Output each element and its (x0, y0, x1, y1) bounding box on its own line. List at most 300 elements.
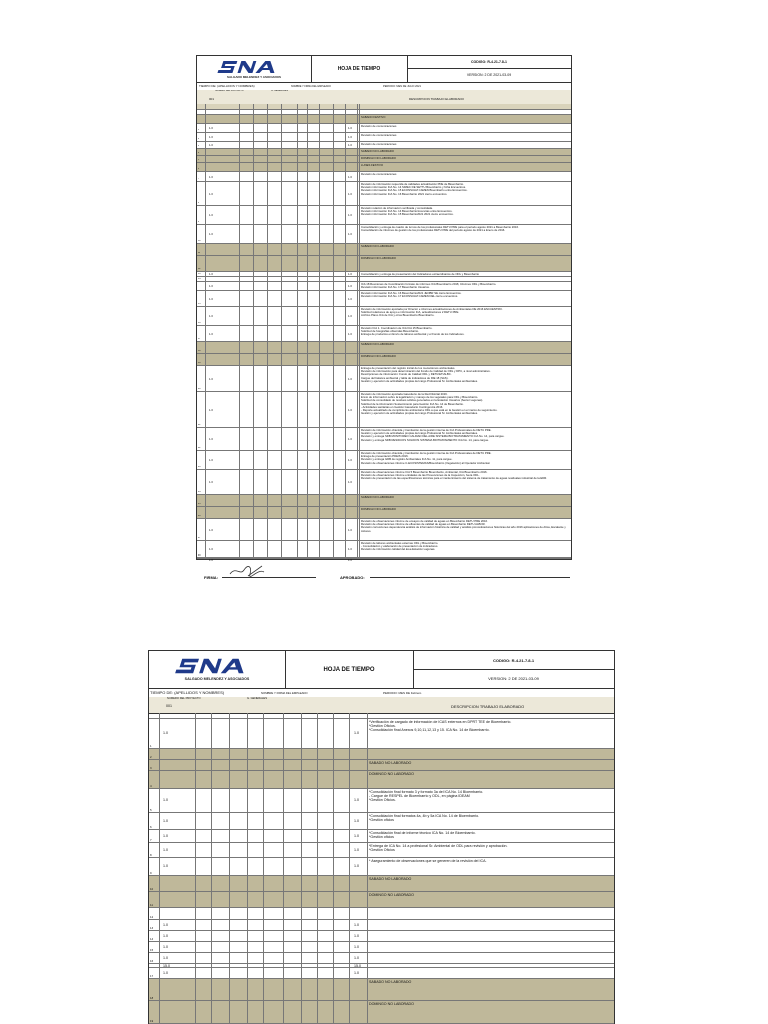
timesheet-rows (197, 104, 571, 562)
column-divider (297, 110, 298, 114)
column-divider (307, 291, 308, 306)
column-divider (345, 149, 346, 155)
total-hours: 1.0 (354, 933, 359, 938)
column-divider (349, 789, 350, 812)
column-divider (307, 541, 308, 557)
column-divider (333, 771, 334, 788)
column-divider (195, 1001, 196, 1023)
table-row (197, 307, 571, 326)
column-divider (357, 110, 358, 114)
column-divider (319, 104, 320, 109)
column-divider (205, 110, 206, 114)
column-divider (307, 110, 308, 114)
column-divider (283, 858, 284, 875)
column-divider (367, 789, 368, 812)
total-hours: 1.0 (348, 213, 352, 218)
day-number: 9 (150, 871, 152, 876)
column-divider (317, 771, 318, 788)
column-divider (195, 931, 196, 941)
column-divider (205, 366, 206, 391)
day-number: 18 (198, 350, 201, 353)
column-divider (283, 979, 284, 1000)
column-divider (349, 1001, 350, 1023)
column-divider (239, 124, 240, 132)
column-divider (319, 495, 320, 506)
project-hours: 1.0 (209, 135, 213, 140)
column-divider (349, 920, 350, 930)
work-description: Entrega de presentación del registro inicial de los mecanismos ambientales. Revisión de información para determinación del Fondo de Calidad de ODL y DPC, a nivel administrativo. Descripciones de información: Fondo de Calidad ODL y DETU/ETIALBC. Cargue del balance ambiental y tabla de indicadores de IDE 18 (SAS). Gestión y ejecución de actividades propias del cargo Profesional Sr. Ambientales ambientales. (361, 367, 491, 383)
table-row (197, 206, 571, 225)
column-divider (333, 843, 334, 857)
column-divider (345, 307, 346, 325)
work-description: *Consolidación final formatos 4a, 4b y 5a ICA No. 14 de Bioembarrio. *Gestión oficios (369, 814, 480, 823)
table-row (197, 541, 571, 558)
column-divider (263, 931, 264, 941)
column-divider (253, 244, 254, 255)
column-divider (319, 225, 320, 243)
column-divider (319, 149, 320, 155)
column-divider (307, 272, 308, 276)
column-divider (307, 133, 308, 141)
column-divider (345, 244, 346, 255)
column-divider (333, 876, 334, 891)
work-description: DOMINGO NO LABORADO (369, 772, 414, 776)
total-hours: 1.0 (348, 527, 352, 532)
column-divider (297, 354, 298, 365)
column-divider (333, 282, 334, 290)
column-divider (333, 1001, 334, 1023)
column-divider (283, 719, 284, 748)
work-description: Revisión de labores ambientales externas ODL y Bioembarrio. - Consolidación y elaboración de presentación de indicadores. Revisión de información calidad del área Estación Lagunas. (361, 542, 439, 552)
column-divider (317, 760, 318, 770)
day-number: 10 (198, 240, 201, 243)
column-divider (263, 892, 264, 907)
column-divider (263, 942, 264, 952)
column-divider (205, 307, 206, 325)
column-divider (267, 507, 268, 518)
column-divider (297, 244, 298, 255)
column-divider (317, 920, 318, 930)
column-divider (307, 182, 308, 205)
day-number: 29 (198, 555, 201, 558)
column-divider (205, 206, 206, 224)
day-number: 5 (150, 808, 152, 813)
column-divider (357, 124, 358, 132)
column-divider (333, 920, 334, 930)
column-divider (319, 291, 320, 306)
column-divider (267, 124, 268, 132)
column-divider (307, 366, 308, 391)
column-divider (333, 149, 334, 155)
column-divider (211, 749, 212, 759)
column-divider (359, 326, 360, 341)
column-divider (333, 892, 334, 907)
column-divider (359, 272, 360, 276)
total-hours: 1.0 (348, 480, 352, 485)
column-divider (317, 858, 318, 875)
column-divider (357, 244, 358, 255)
column-divider (307, 156, 308, 162)
column-divider (267, 495, 268, 506)
column-divider (283, 876, 284, 891)
column-divider (319, 256, 320, 271)
column-divider (267, 163, 268, 171)
column-divider (297, 156, 298, 162)
column-divider (345, 206, 346, 224)
column-divider (263, 771, 264, 788)
column-divider (307, 392, 308, 427)
column-divider (211, 771, 212, 788)
table-row (197, 172, 571, 182)
column-divider (345, 277, 346, 281)
column-divider (297, 470, 298, 494)
column-divider (319, 172, 320, 181)
column-divider (205, 342, 206, 353)
column-divider (247, 953, 248, 963)
day-number: 5 (198, 159, 200, 162)
column-divider (367, 760, 368, 770)
work-description: Consolidación y entrega de cuadro de turnos de los profesionales DETU PRE para el periodo agosto 2021 a Bioembarrio 2016. Consolidación de informes de gestión de los profesionales DETU PRE del periodo agosto de 2021 a Enero de 2016. (361, 226, 519, 233)
column-divider (239, 163, 240, 171)
column-divider (345, 172, 346, 181)
column-divider (195, 942, 196, 952)
column-divider (319, 354, 320, 365)
column-divider (205, 470, 206, 494)
column-divider (345, 282, 346, 290)
column-divider (263, 979, 264, 1000)
column-divider (357, 495, 358, 506)
work-description: *Entrega de ICA No. 14 a profesional Sr. Ambiental de ODL para revisión y aprobación. *Gestión Oficios (369, 844, 508, 853)
column-divider (345, 342, 346, 353)
column-divider (357, 115, 358, 123)
column-divider (211, 892, 212, 907)
column-divider (263, 719, 264, 748)
column-divider (297, 277, 298, 281)
column-divider (229, 830, 230, 842)
column-divider (229, 953, 230, 963)
column-divider (297, 307, 298, 325)
column-divider (345, 519, 346, 540)
column-divider (159, 1001, 160, 1023)
column-divider (195, 979, 196, 1000)
column-divider (319, 392, 320, 427)
column-divider (297, 342, 298, 353)
description-header: DESCRIPCION TRABAJO ELABORADO (451, 704, 525, 709)
work-description: LUNES FESTIVO (361, 164, 384, 167)
work-description: DOMINGO NO LABORADO (361, 257, 396, 260)
column-divider (317, 942, 318, 952)
table-row (149, 920, 614, 931)
column-divider (195, 719, 196, 748)
total-hours: 1.0 (354, 818, 359, 823)
column-divider (333, 225, 334, 243)
column-divider (159, 931, 160, 941)
column-divider (333, 104, 334, 109)
column-divider (211, 1001, 212, 1023)
column-divider (297, 172, 298, 181)
day-number: 7 (198, 178, 200, 181)
column-divider (281, 428, 282, 450)
column-divider (319, 163, 320, 171)
column-divider (301, 1001, 302, 1023)
column-divider (359, 519, 360, 540)
column-divider (297, 115, 298, 123)
column-divider (239, 133, 240, 141)
table-row (197, 133, 571, 142)
column-divider (247, 713, 248, 718)
work-description: *Verificación de cargado de información de ICAS externos en DPRT TEE de Bioembarrio. *Gestión Oficios. *Consolidación final Anexos 9,10,11,12,13 y 15. ICA No. 14 de Bioembarrio. (369, 720, 512, 733)
column-divider (159, 789, 160, 812)
column-divider (239, 172, 240, 181)
column-divider (195, 713, 196, 718)
column-divider (333, 256, 334, 271)
work-description: Revisión de observaciones informe de ensayos de calidad de aguas en Bioembarrio DETU PRE 2016. Revisión de observaciones informe de efluentes de calidad de aguas en Bioembarrio DETU ALBOR. Revisión correcciones dependencia análisis de información histórica de calidad y análisis pronosticaciones históricas del año 2016 aplicaciones de Alma, Escalante y Actores. (361, 520, 566, 533)
column-divider (267, 354, 268, 365)
column-divider (239, 282, 240, 290)
column-divider (253, 541, 254, 557)
column-divider (319, 182, 320, 205)
column-divider (319, 156, 320, 162)
column-divider (359, 495, 360, 506)
column-divider (247, 771, 248, 788)
code-cell (407, 56, 571, 82)
column-divider (307, 115, 308, 123)
column-divider (317, 843, 318, 857)
company-logo (171, 656, 267, 676)
column-divider (307, 307, 308, 325)
table-row (149, 843, 614, 858)
column-divider (283, 830, 284, 842)
column-divider (359, 507, 360, 518)
column-divider (239, 307, 240, 325)
column-divider (357, 507, 358, 518)
column-divider (281, 124, 282, 132)
table-row (197, 163, 571, 172)
column-divider (211, 968, 212, 978)
column-divider (205, 277, 206, 281)
column-divider (357, 149, 358, 155)
column-divider (307, 282, 308, 290)
day-number: 20 (198, 388, 201, 391)
column-divider (345, 163, 346, 171)
column-divider (359, 428, 360, 450)
column-divider (307, 277, 308, 281)
column-divider (253, 519, 254, 540)
company-caption: SALGADO MELENDEZ Y ASOCIADOS (227, 75, 281, 79)
column-divider (333, 789, 334, 812)
column-divider (211, 843, 212, 857)
project-hours: 1.0 (163, 818, 168, 823)
column-divider (333, 495, 334, 506)
column-divider (205, 149, 206, 155)
column-divider (319, 342, 320, 353)
column-divider (333, 830, 334, 842)
total-hours: 1.0 (348, 458, 352, 463)
project-hours: 1.0 (209, 284, 213, 289)
day-number: 12 (150, 915, 154, 920)
column-divider (345, 354, 346, 365)
table-row (149, 771, 614, 789)
column-divider (281, 133, 282, 141)
project-hours: 1.0 (209, 558, 213, 562)
column-divider (205, 291, 206, 306)
project-hours: 1.0 (163, 922, 168, 927)
column-divider (253, 104, 254, 109)
column-divider (357, 172, 358, 181)
column-header (197, 90, 571, 105)
column-divider (247, 830, 248, 842)
project-number-label: NUMERO DEL PROYECTO (167, 697, 201, 700)
column-divider (229, 908, 230, 919)
column-divider (333, 541, 334, 557)
column-divider (267, 256, 268, 271)
column-divider (349, 760, 350, 770)
column-divider (281, 495, 282, 506)
column-divider (359, 277, 360, 281)
column-divider (367, 979, 368, 1000)
total-hours: 1.0 (348, 407, 352, 412)
column-divider (253, 392, 254, 427)
column-divider (239, 206, 240, 224)
column-divider (357, 541, 358, 557)
column-divider (367, 953, 368, 963)
table-row (149, 876, 614, 892)
column-divider (367, 931, 368, 941)
project-hours: 1.0 (209, 213, 213, 218)
column-divider (345, 156, 346, 162)
column-divider (253, 326, 254, 341)
column-divider (195, 920, 196, 930)
column-divider (301, 830, 302, 842)
column-divider (301, 964, 302, 967)
column-divider (267, 326, 268, 341)
column-divider (297, 163, 298, 171)
column-divider (283, 749, 284, 759)
column-divider (333, 272, 334, 276)
column-divider (333, 519, 334, 540)
column-divider (307, 225, 308, 243)
column-divider (205, 272, 206, 276)
total-hours: 1.0 (354, 922, 359, 927)
column-divider (367, 858, 368, 875)
column-divider (333, 392, 334, 427)
table-row (197, 392, 571, 428)
column-divider (357, 225, 358, 243)
total-hours: 1.0 (354, 798, 359, 803)
column-divider (159, 843, 160, 857)
column-divider (253, 142, 254, 148)
total-hours: 1.0 (354, 944, 359, 949)
column-divider (205, 172, 206, 181)
day-number: 7 (150, 838, 152, 843)
column-divider (253, 354, 254, 365)
column-divider (317, 931, 318, 941)
column-divider (247, 920, 248, 930)
column-divider (357, 342, 358, 353)
column-divider (253, 282, 254, 290)
table-row (149, 968, 614, 979)
column-divider (195, 908, 196, 919)
column-divider (205, 156, 206, 162)
day-number: 12 (198, 268, 201, 271)
column-divider (301, 920, 302, 930)
column-divider (281, 282, 282, 290)
logo-cell (149, 651, 286, 688)
total-hours: 1.0 (348, 558, 352, 562)
column-divider (229, 749, 230, 759)
employee-signature-label: NOMBRE Y FIRMA DEL EMPLEADO (291, 85, 331, 88)
column-divider (307, 256, 308, 271)
logo-cell (197, 56, 312, 82)
column-divider (267, 225, 268, 243)
table-row (197, 244, 571, 256)
column-divider (205, 244, 206, 255)
column-divider (205, 541, 206, 557)
column-divider (205, 354, 206, 365)
table-row (197, 256, 571, 272)
day-number: 25 (198, 503, 201, 506)
column-divider (229, 760, 230, 770)
column-divider (317, 749, 318, 759)
column-divider (253, 156, 254, 162)
timesheet-july (196, 55, 572, 560)
day-number: 1 (150, 744, 152, 749)
column-divider (239, 256, 240, 271)
column-divider (359, 133, 360, 141)
column-divider (333, 428, 334, 450)
column-divider (349, 813, 350, 829)
column-divider (357, 307, 358, 325)
column-divider (281, 451, 282, 469)
column-divider (263, 749, 264, 759)
column-divider (283, 964, 284, 967)
column-divider (317, 713, 318, 718)
table-row (197, 470, 571, 495)
column-divider (345, 272, 346, 276)
column-divider (307, 495, 308, 506)
column-divider (349, 719, 350, 748)
column-divider (205, 326, 206, 341)
work-description: SABADO NO LABORADO (361, 150, 394, 153)
column-divider (253, 124, 254, 132)
work-description: SABADO NO LABORADO (369, 980, 412, 984)
column-divider (263, 760, 264, 770)
column-divider (359, 156, 360, 162)
column-divider (297, 541, 298, 557)
column-divider (283, 843, 284, 857)
column-divider (211, 953, 212, 963)
column-divider (333, 124, 334, 132)
column-divider (297, 291, 298, 306)
column-divider (333, 291, 334, 306)
column-divider (357, 272, 358, 276)
column-divider (229, 771, 230, 788)
column-divider (159, 876, 160, 891)
column-divider (345, 507, 346, 518)
column-divider (281, 277, 282, 281)
column-divider (319, 519, 320, 540)
column-divider (159, 713, 160, 718)
column-divider (195, 843, 196, 857)
sheet-header (197, 56, 571, 83)
column-divider (253, 495, 254, 506)
column-divider (159, 719, 160, 748)
column-divider (247, 968, 248, 978)
project-code: 001 (166, 704, 172, 708)
day-number: 2 (150, 755, 152, 760)
table-row (197, 555, 571, 562)
column-divider (195, 789, 196, 812)
